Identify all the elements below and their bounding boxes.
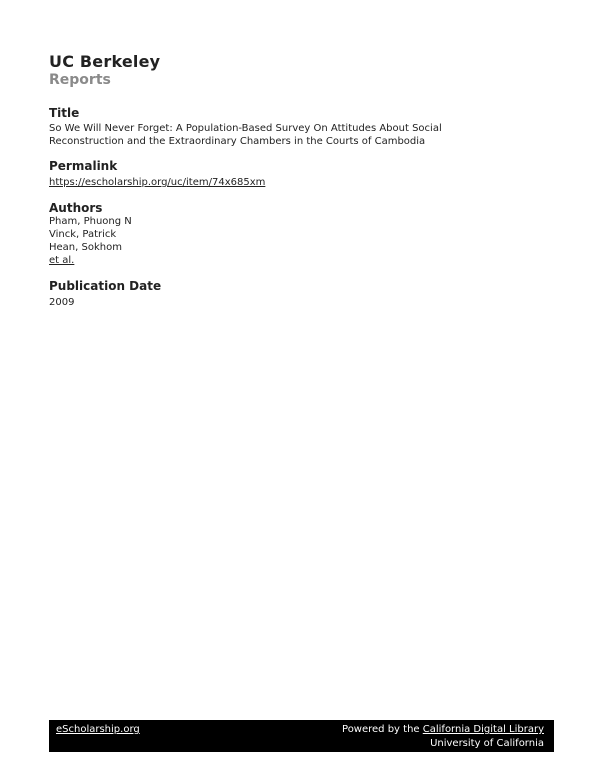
title-line-2: Reconstruction and the Extraordinary Chambers in the Courts of Cambodia (49, 136, 426, 147)
more-authors-link[interactable]: et al. (49, 255, 75, 266)
author-item: Hean, Sokhom (49, 242, 122, 253)
cdl-link[interactable]: California Digital Library (422, 724, 544, 735)
footer-bar (49, 720, 554, 752)
series-name: Reports (49, 72, 111, 88)
powered-by-line (342, 724, 544, 735)
permalink-label: Permalink (49, 159, 118, 173)
permalink-url-link[interactable]: https://escholarship.org/uc/item/74x685xm (49, 177, 266, 188)
uc-text: University of California (430, 738, 544, 749)
escholarship-link[interactable]: eScholarship.org (56, 724, 140, 735)
publication-date-label: Publication Date (49, 279, 162, 293)
powered-by-text: Powered by the (342, 724, 423, 735)
authors-label: Authors (49, 201, 103, 215)
author-item: Vinck, Patrick (49, 229, 117, 240)
title-label: Title (49, 106, 80, 120)
title-line-1: So We Will Never Forget: A Population-Based Survey On Attitudes About Social (49, 123, 442, 134)
author-item: Pham, Phuong N (49, 216, 132, 227)
publication-date-value: 2009 (49, 297, 75, 308)
institution-name: UC Berkeley (49, 52, 161, 71)
